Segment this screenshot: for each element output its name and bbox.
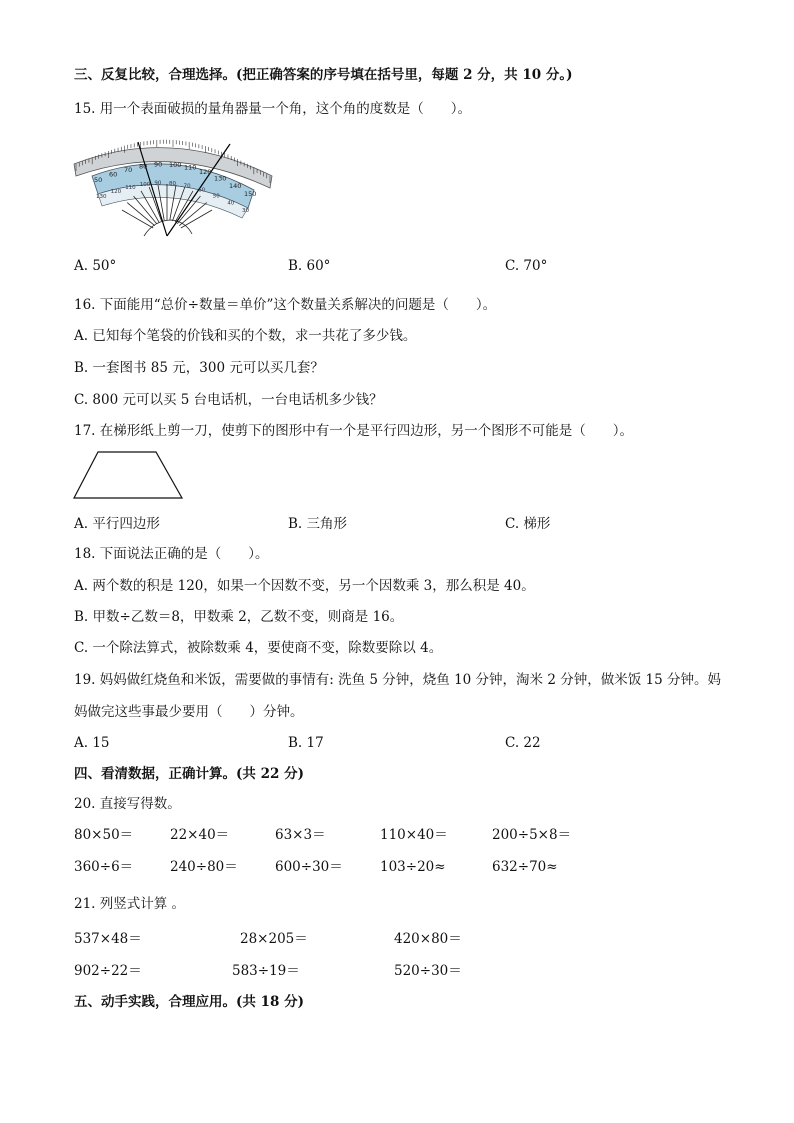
q20-item: 360÷6＝ [74, 859, 134, 875]
q19-option-c: C. 22 [505, 735, 541, 751]
question-20-stem: 20. 直接写得数。 [74, 796, 181, 812]
protractor-outer-label: 70 [124, 165, 133, 174]
q18-option-c: C. 一个除法算式，被除数乘 4，要使商不变，除数要除以 4。 [74, 640, 443, 656]
q16-option-c: C. 800 元可以买 5 台电话机，一台电话机多少钱？ [74, 392, 383, 408]
q21-item: 902÷22＝ [74, 963, 142, 979]
q17-option-c: C. 梯形 [505, 516, 551, 532]
protractor-inner-label: 30 [242, 208, 249, 214]
q20-item: 103÷20≈ [380, 859, 446, 875]
protractor-inner-label: 40 [227, 200, 235, 207]
protractor-outer-label: 110 [184, 163, 197, 172]
protractor-inner-label: 80 [169, 181, 176, 187]
protractor-inner-label: 110 [125, 185, 136, 192]
q15-option-b: B. 60° [288, 258, 331, 274]
question-19-stem-line2: 妈做完这些事最少要用（ ）分钟。 [74, 704, 304, 720]
protractor-outer-label: 50 [94, 176, 103, 184]
question-19-stem-line1: 19. 妈妈做红烧鱼和米饭，需要做的事情有: 洗鱼 5 分钟，烧鱼 10 分钟，淘米 2 分钟，做米饭 15 分钟。妈 [74, 672, 721, 688]
protractor-outer-label: 90 [154, 160, 163, 169]
q21-item: 583÷19＝ [232, 963, 300, 979]
protractor-outer-label: 80 [139, 162, 148, 171]
q17-option-b: B. 三角形 [288, 516, 348, 532]
protractor-inner-label: 70 [183, 183, 191, 190]
q16-option-b: B. 一套图书 85 元，300 元可以买几套？ [74, 360, 324, 376]
section-5-heading: 五、动手实践，合理应用。(共 18 分) [74, 994, 304, 1010]
trapezoid-figure [72, 450, 184, 500]
q15-option-c: C. 70° [505, 258, 548, 274]
q20-item: 22×40＝ [170, 827, 230, 843]
protractor-outer-label: 130 [214, 174, 227, 183]
q20-item: 200÷5×8＝ [492, 827, 572, 843]
protractor-inner-label: 50 [212, 193, 220, 200]
q15-option-a: A. 50° [74, 258, 117, 274]
q20-item: 600÷30＝ [275, 859, 343, 875]
protractor-outer-label: 60 [109, 170, 118, 179]
question-21-stem: 21. 列竖式计算 。 [74, 896, 186, 912]
q21-item: 28×205＝ [240, 931, 308, 947]
protractor-inner-label: 60 [198, 187, 206, 194]
question-18-stem: 18. 下面说法正确的是（ ）。 [74, 546, 269, 562]
broken-protractor-figure [72, 128, 278, 240]
q21-item: 537×48＝ [74, 931, 142, 947]
question-15-stem: 15. 用一个表面破损的量角器量一个角，这个角的度数是（ ）。 [74, 101, 472, 117]
protractor-inner-label: 120 [110, 189, 122, 196]
q20-item: 63×3＝ [275, 827, 326, 843]
protractor-outer-label: 140 [229, 181, 242, 190]
q20-item: 80×50＝ [74, 827, 134, 843]
q20-item: 240÷80＝ [170, 859, 238, 875]
q20-item: 632÷70≈ [492, 859, 558, 875]
protractor-inner-label: 90 [154, 180, 162, 187]
q18-option-b: B. 甲数÷乙数＝8，甲数乘 2，乙数不变，则商是 16。 [74, 609, 404, 625]
q19-option-b: B. 17 [288, 735, 324, 751]
section-3-heading: 三、反复比较，合理选择。(把正确答案的序号填在括号里，每题 2 分，共 10 分。) [74, 67, 573, 83]
protractor-outer-label: 150 [244, 190, 257, 198]
q19-option-a: A. 15 [74, 735, 110, 751]
section-4-heading: 四、看清数据，正确计算。(共 22 分) [74, 766, 304, 782]
protractor-outer-label: 120 [199, 168, 212, 177]
q17-option-a: A. 平行四边形 [74, 516, 160, 532]
q16-option-a: A. 已知每个笔袋的价钱和买的个数，求一共花了多少钱。 [74, 328, 417, 344]
question-16-stem: 16. 下面能用“总价÷数量＝单价”这个数量关系解决的问题是（ ）。 [74, 297, 497, 313]
q20-item: 110×40＝ [380, 827, 448, 843]
q21-item: 520÷30＝ [394, 963, 462, 979]
q21-item: 420×80＝ [394, 931, 462, 947]
protractor-outer-label: 100 [169, 161, 182, 169]
protractor-inner-label: 100 [139, 182, 151, 189]
q18-option-a: A. 两个数的积是 120，如果一个因数不变，另一个因数乘 3，那么积是 40。 [74, 578, 535, 594]
question-17-stem: 17. 在梯形纸上剪一刀，使剪下的图形中有一个是平行四边形，另一个图形不可能是（ ）。 [74, 423, 634, 439]
protractor-inner-label: 130 [96, 194, 107, 200]
